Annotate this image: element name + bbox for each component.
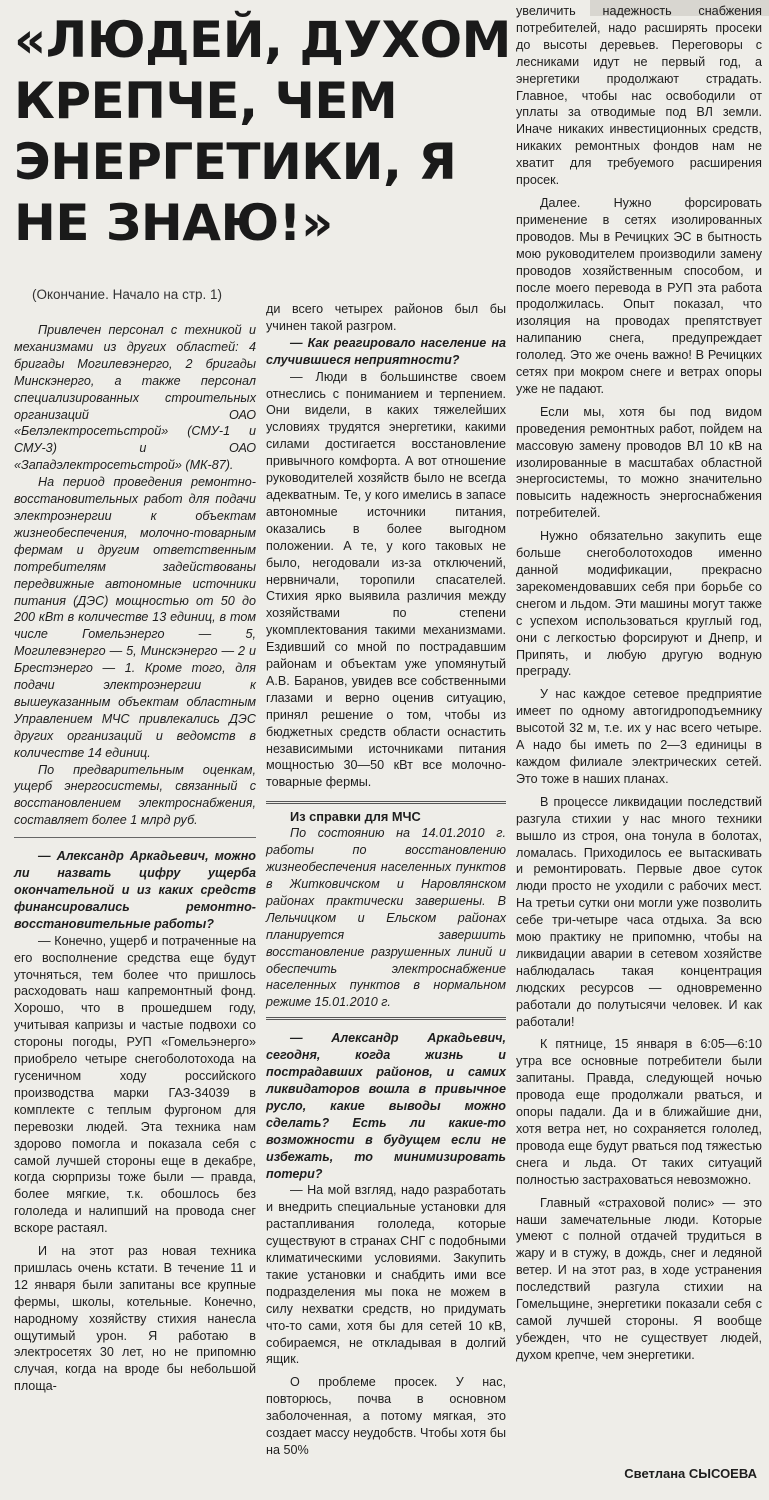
col3-paragraph: У нас каждое сетевое предприятие имеет по одному автогидроподъемнику высотой 32 м, т.е. их у нас всего четыре. А надо бы иметь по 2—3 единицы в каждом филиале электрических сетей. Это тоже в наших планах. bbox=[516, 687, 762, 786]
headline: «ЛЮДЕЙ, ДУХОМ КРЕПЧЕ, ЧЕМ ЭНЕРГЕТИКИ, Я НЕ ЗНАЮ!» bbox=[14, 11, 511, 252]
interview-question: — Александр Аркадьевич, можно ли назвать цифру ущерба окончательной и из каких средств финансировались ремонтно-восстановительные работы? bbox=[14, 849, 256, 931]
col3-paragraph: Главный «страховой полис» — это наши замечательные люди. Которые умеют с полной отдачей трудиться в жару и в стужу, в дождь, снег и ледяной ветер. И на этот раз, в ходе устранения последствий разгула стихии на Гомельщине, энергетики показали себя с самой лучшей стороны. Я вообще убежден, что не существует людей, духом крепче, чем энергетики. bbox=[516, 1195, 762, 1362]
reference-box-text: По состоянию на 14.01.2010 г. работы по восстановлению жизнеобеспечения населенных пунктов в Житковичском и Наровлянском районах практически завершены. В Лельчицком и Ельском районах планируется завершить восстановление разрушенных линий и обеспечить электроснабжение населенных пунктов в нормальном режиме 15.01.2010 г. bbox=[266, 826, 506, 1010]
col3-paragraph: увеличить надежность снабжения потребителей, надо расширять просеки до высоты деревьев. Переговоры с лесниками идут не первый год, а энергетики продолжают страдать. Главное, чтобы нас освободили от уплаты за отводимые под ВЛ земли. Иначе никаких инвестиционных средств, никаких ремонтных фондов нам не хватит для требуемого расширения просек. bbox=[516, 4, 762, 188]
col2-paragraph: — На мой взгляд, надо разработать и внедрить специальные установки для растапливания гололеда, которые существуют в странах СНГ с подобными климатическими условиями. Закупить такие установки и снабдить ими все подразделения мы пока не можем в силу нехватки средств, но придумать что-то сами, хотя бы для сетей 10 кВ, собираемся, не откладывая в долгий ящик. bbox=[266, 1183, 506, 1367]
col3-paragraph: К пятнице, 15 января в 6:05—6:10 утра все основные потребители были запитаны. Правда, следующей ночью провода еще продолжали рваться, и опоры падали. Да и в ближайшие дни, хотя ветра нет, но сохраняется гололед, провода еще будут рваться под тяжестью снега и льда. От таких ситуаций полностью застраховаться невозможно. bbox=[516, 1037, 762, 1187]
section-divider bbox=[14, 837, 256, 838]
interview-question: — Как реагировало население на случившиеся неприятности? bbox=[266, 335, 506, 367]
col1-paragraph: На период проведения ремонтно-восстановительных работ для подачи электроэнергии к объектам жизнеобеспечения, молочно-товарным фермам и другим ответственным потребителям задействованы передвижные автономные источники питания (ДЭС) мощностью от 50 до 200 кВт в количестве 13 единиц, в том числе Гомельэнерго — 5, Могилевэнерго — 5, Минскэнерго — 2 и Брестэнерго — 1. Кроме того, для подачи электроэнергии к вышеуказанным объектам областным Управлением МЧС привлекались ДЭС других организаций и ведомств в количестве 14 единиц. bbox=[14, 475, 256, 760]
col3-paragraph: Далее. Нужно форсировать применение в сетях изолированных проводов. Мы в Речицких ЭС в бытность мою руководителем производили замену проводов хозяйственным способом, и после моего перевода в РУП эта работа продолжилась. Опыт показал, что изоляция на проводах препятствует налипанию снега, предупреждает гололед. Это же очень важно! В Речицких сетях при мокром снеге и ветрах опоры уже не падают. bbox=[516, 195, 762, 396]
interview-question: — Александр Аркадьевич, сегодня, когда жизнь и пострадавших районов, и самих ликвидаторов вошла в привычное русло, какие выводы можно сделать? Есть ли какие-то возможности в будущем если не избежать, то минимизировать потери? bbox=[266, 1031, 506, 1181]
col1-paragraph: По предварительным оценкам, ущерб энергосистемы, связанный с восстановлением электроснабжения, составляет более 1 млрд руб. bbox=[14, 762, 256, 828]
col1-paragraph: Привлечен персонал с техникой и механизмами из других областей: 4 бригады Могилевэнерго, 2 бригады Минскэнерго, а также персонал специализированных строительных организаций ОАО «Белэлектросетьстрой» (СМУ-1 и СМУ-3) и ОАО «Западэлектросетьстрой» (МК-87). bbox=[14, 323, 256, 473]
author-signature: Светлана СЫСОЕВА bbox=[624, 1466, 757, 1481]
col2-paragraph: ди всего четырех районов был бы учинен такой разгром. bbox=[266, 302, 506, 333]
continuation-note: (Окончание. Начало на стр. 1) bbox=[32, 287, 223, 302]
col3-paragraph: Если мы, хотя бы под видом проведения ремонтных работ, пойдем на массовую замену проводов ВЛ 10 кВ на изолированные в масштабах областной энергосистемы, то можно значительно повысить надежность энергоснабжения потребителей. bbox=[516, 404, 762, 521]
box-bottom-rule bbox=[266, 1017, 506, 1020]
col3-paragraph: Нужно обязательно закупить еще больше снегоболотоходов именно данной модификации, прекрасно зарекомендовавших себя при борьбе со снегом и льдом. Эти машины могут также с успехом использоваться круглый год, они с легкостью форсируют и Днепр, и Припять, и любую другую водную преграду. bbox=[516, 529, 762, 679]
col2-paragraph: О проблеме просек. У нас, повторюсь, почва в основном заболоченная, а потому мягкая, это создает массу неудобств. Чтобы хотя бы на 50% bbox=[266, 1375, 506, 1457]
reference-box-title: Из справки для МЧС bbox=[290, 809, 421, 825]
column-2 bbox=[266, 301, 506, 1459]
column-3 bbox=[516, 3, 762, 1364]
col3-paragraph: В процессе ликвидации последствий разгула стихии у нас много техники вышло из строя, она тонула в болотах, ломалась. Приходилось ее вытаскивать и ремонтировать. Первые двое суток люди просто не уходили с рабочих мест. На третьи сутки они могли уже позволить себе три-четыре часа отдыха. За всю мою практику не припомню, чтобы на ликвидации аварии в сетевом хозяйстве наблюдалась такая концентрация людских ресурсов — одновременно работали до полутысячи человек. И как работали! bbox=[516, 794, 762, 1029]
col2-paragraph: — Люди в большинстве своем отнеслись с пониманием и терпением. Они видели, в каких тяжелейших условиях трудятся энергетики, какими силами достигается восстановление привычного комфорта. А вот отношение руководителей хозяйств было не всегда адекватным. Те, у кого имелись в запасе автономные источники питания, оказались в более выгодном положении. А те, у кого таковых не было, негодовали из-за отключений, нервничали, торопили спасателей. Стихия ярко выявила различия между хозяйствами по степени укомплектования такими механизмами. Ездивший со мной по пострадавшим районам и объектам уже упомянутый А.В. Баранов, увидев все собственными глазами и верно оценив ситуацию, принял решение о том, чтобы из бюджетных средств области оснастить независимыми источниками питания мощностью 30—50 кВт все молочно-товарные фермы. bbox=[266, 369, 506, 790]
col1-paragraph: — Конечно, ущерб и потраченные на его восполнение средства еще будут уточняться, тем более что пришлось расходовать наш капремонтный фонд. Хорошо, что в прошедшем году, учитывая капризы и частые подвохи со стороны погоды, РУП «Гомельэнерго» приобрело четыре снегоболотохода на гусеничном ходу российского производства марки ГАЗ-34039 в комплекте с теплым фургоном для перевозки людей. Эта техника нам здорово помогла и показала себя с самой лучшей стороны еще в декабре, когда сюрпризы тоже были — правда, более мягкие, т.к. обошлось без гололеда и налипший на провода снег вскоре растаял. bbox=[14, 933, 256, 1236]
col1-paragraph: И на этот раз новая техника пришлась очень кстати. В течение 11 и 12 января были запитаны все крупные фермы, школы, котельные. Конечно, народному хозяйству стихия нанесла ощутимый урон. Я работаю в электросетях 30 лет, но не припомню случая, когда на вроде бы небольшой площа- bbox=[14, 1244, 256, 1394]
box-top-rule bbox=[266, 801, 506, 804]
column-1 bbox=[14, 322, 256, 1395]
